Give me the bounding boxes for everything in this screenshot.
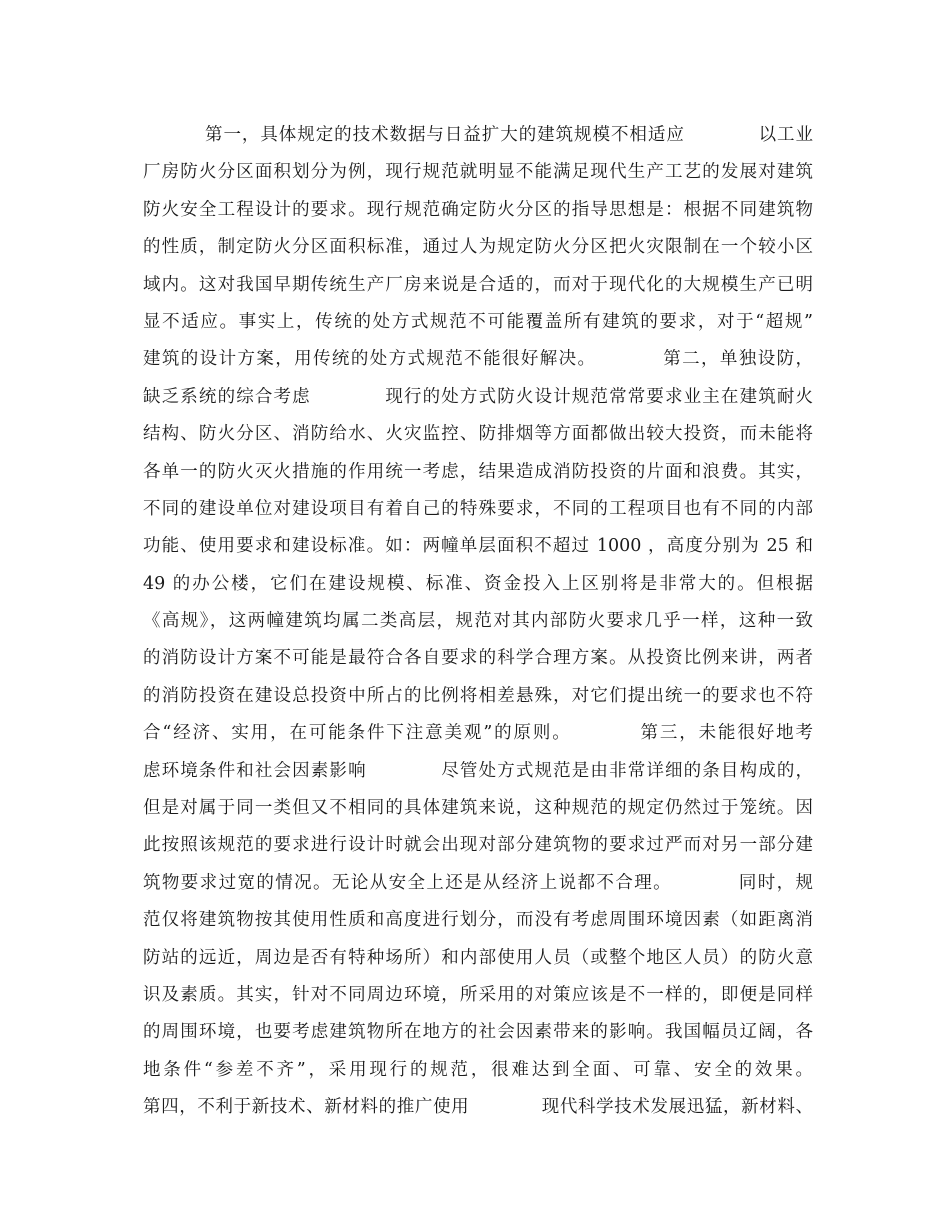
text-line: 的周围环境，也要考虑建筑物所在地方的社会因素带来的影响。我国幅员辽阔，各 (143, 1022, 813, 1043)
text-line: 域内。这对我国早期传统生产厂房来说是合适的，而对于现代化的大规模生产已明 (143, 274, 813, 295)
text-line: 功能、使用要求和建设标准。如：两幢单层面积不超过 1000 ，高度分别为 25 和 (143, 536, 813, 557)
text-line: 但是对属于同一类但又不相同的具体建筑来说，这种规范的规定仍然过于笼统。因 (143, 798, 813, 819)
text-line: 地条件“参差不齐”，采用现行的规范，很难达到全面、可靠、安全的效果。 (143, 1059, 813, 1080)
text-line: 显不适应。事实上，传统的处方式规范不可能覆盖所有建筑的要求，对于“超规” (143, 311, 813, 332)
text-line: 筑物要求过宽的情况。无论从安全上还是从经济上说都不合理。 同时，规 (143, 872, 813, 893)
text-line: 49 的办公楼，它们在建设规模、标准、资金投入上区别将是非常大的。但根据 (143, 573, 813, 594)
text-line: 的消防设计方案不可能是最符合各自要求的科学合理方案。从投资比例来讲，两者 (143, 648, 813, 669)
text-line: 的性质，制定防火分区面积标准，通过人为规定防火分区把火灾限制在一个较小区 (143, 237, 813, 258)
text-line: 防站的远近，周边是否有特种场所）和内部使用人员（或整个地区人员）的防火意 (143, 947, 813, 968)
text-line: 第一，具体规定的技术数据与日益扩大的建筑规模不相适应 以工业 (205, 125, 813, 145)
text-line: 厂房防火分区面积划分为例，现行规范就明显不能满足现代生产工艺的发展对建筑 (143, 162, 813, 183)
text-line: 各单一的防火灭火措施的作用统一考虑，结果造成消防投资的片面和浪费。其实， (143, 461, 813, 482)
text-line: 防火安全工程设计的要求。现行规范确定防火分区的指导思想是：根据不同建筑物 (143, 199, 813, 220)
text-line: 此按照该规范的要求进行设计时就会出现对部分建筑物的要求过严而对另一部分建 (143, 835, 813, 856)
text-line: 虑环境条件和社会因素影响 尽管处方式规范是由非常详细的条目构成的， (143, 760, 813, 781)
text-line: 缺乏系统的综合考虑 现行的处方式防火设计规范常常要求业主在建筑耐火 (143, 386, 813, 407)
text-line: 识及素质。其实，针对不同周边环境，所采用的对策应该是不一样的，即便是同样 (143, 984, 813, 1005)
text-line: 的消防投资在建设总投资中所占的比例将相差悬殊，对它们提出统一的要求也不符 (143, 685, 813, 706)
text-line: 不同的建设单位对建设项目有着自己的特殊要求，不同的工程项目也有不同的内部 (143, 498, 813, 519)
text-line: 合“经济、实用，在可能条件下注意美观”的原则。 第三，未能很好地考 (143, 723, 813, 744)
text-line: 《高规》，这两幢建筑均属二类高层，规范对其内部防火要求几乎一样，这种一致 (143, 611, 813, 632)
text-line: 第四，不利于新技术、新材料的推广使用 现代科学技术发展迅猛，新材料、 (143, 1097, 813, 1118)
body-text (143, 117, 813, 1127)
text-line: 结构、防火分区、消防给水、火灾监控、防排烟等方面都做出较大投资，而未能将 (143, 424, 813, 445)
text-line: 范仅将建筑物按其使用性质和高度进行划分，而没有考虑周围环境因素（如距离消 (143, 910, 813, 931)
text-line: 建筑的设计方案，用传统的处方式规范不能很好解决。 第二，单独设防， (143, 349, 813, 370)
